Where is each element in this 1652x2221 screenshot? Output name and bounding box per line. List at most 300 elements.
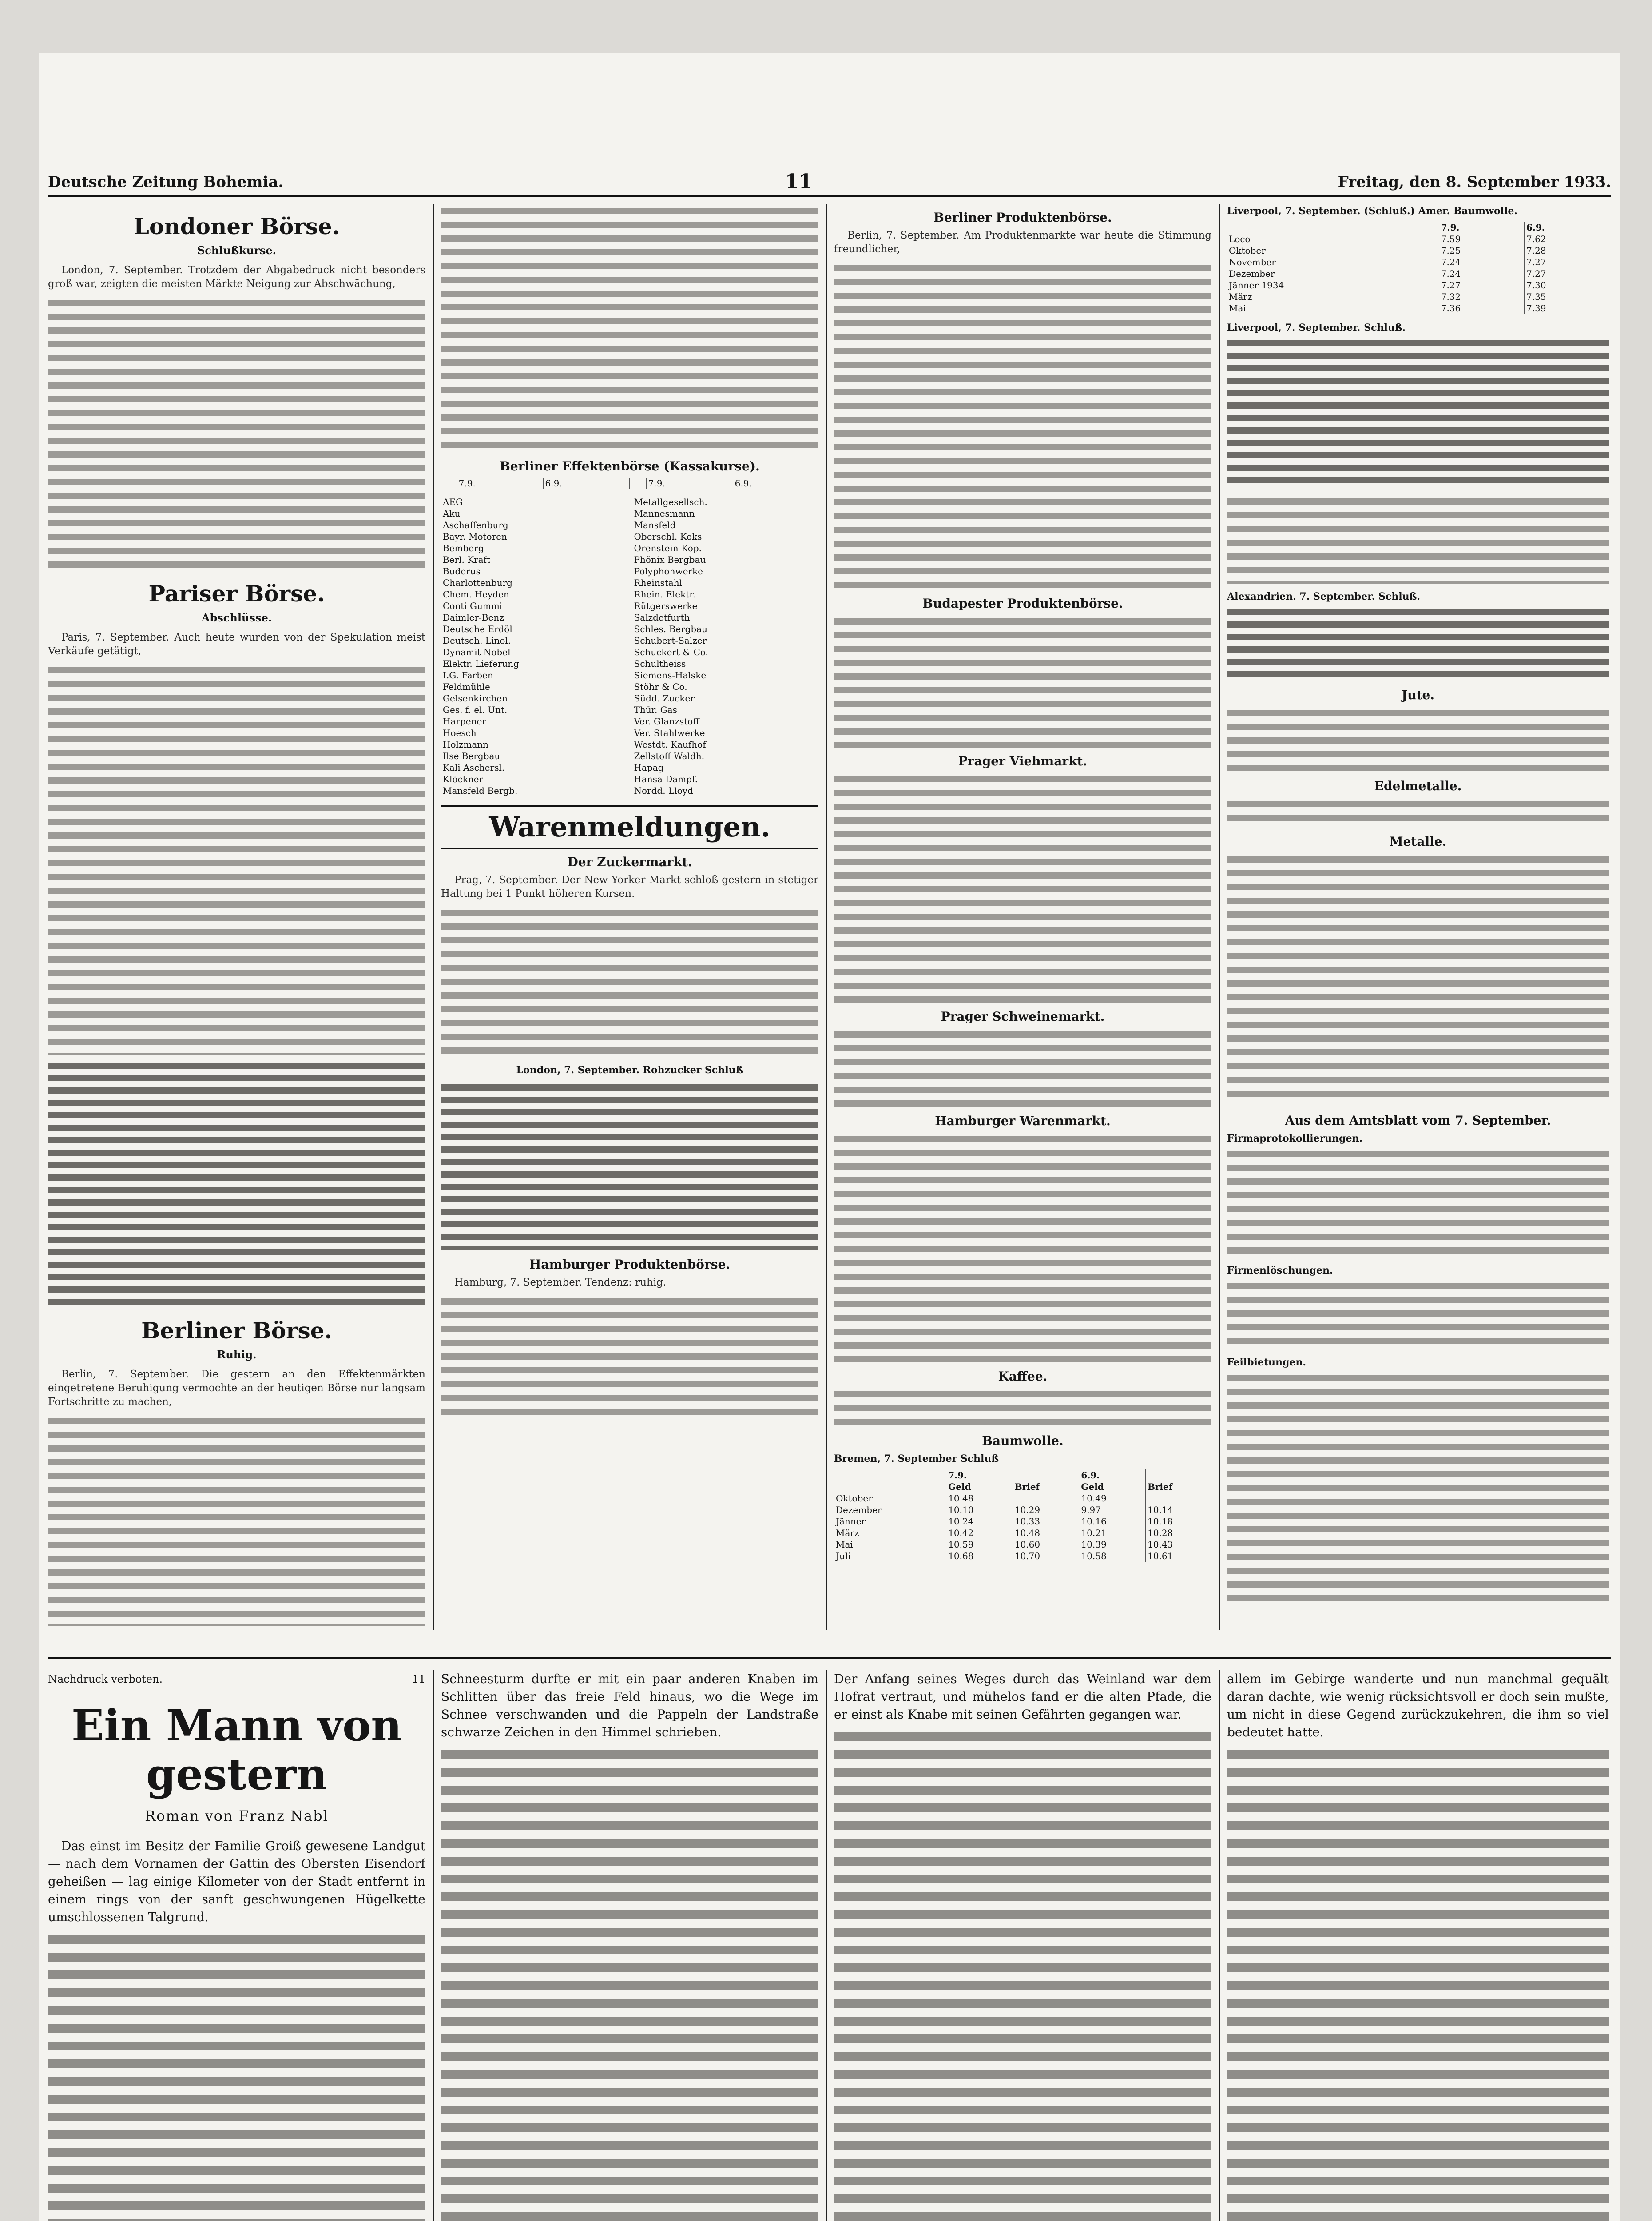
effekten-cell [802, 762, 810, 773]
effekten-cell [802, 508, 810, 519]
effekten-row [441, 646, 818, 658]
effekten-cell [623, 577, 632, 589]
liverpool-cell: 7.35 [1526, 291, 1546, 302]
feuilleton-rule [48, 1657, 1611, 1659]
effekten-cell: Klöckner [441, 773, 615, 785]
effekten-cell [623, 623, 632, 635]
bremen-cell: 10.43 [1148, 1539, 1173, 1550]
effekten-cell [623, 669, 632, 681]
bremen-row [834, 1516, 1211, 1527]
effekten-cell [615, 739, 623, 750]
effekten-cell [623, 716, 632, 727]
london-text-block [48, 296, 425, 572]
bremen-cell: 10.61 [1148, 1551, 1173, 1561]
effekten-cell [623, 565, 632, 577]
effekten-row [441, 577, 818, 589]
bremen-cell: 10.33 [1013, 1516, 1079, 1527]
effekten-cell: Schultheiss [632, 658, 802, 669]
effekten-cell: Polyphonwerke [632, 565, 802, 577]
bremen-cell: 9.97 [1079, 1504, 1146, 1516]
effekten-cell [623, 693, 632, 704]
effekten-cell [623, 773, 632, 785]
budapest-text-block [834, 615, 1211, 748]
liverpool-cell: März [1227, 291, 1439, 303]
bremen-cell: Dezember [834, 1504, 946, 1516]
effekten-cell [623, 508, 632, 519]
effekten-cell [623, 739, 632, 750]
effekten-cell [615, 773, 623, 785]
effekten-cell: Holzmann [441, 739, 615, 750]
bremen-cell: 10.48 [1013, 1527, 1079, 1539]
liverpool-cell: 7.36 [1439, 303, 1524, 314]
produce-exchange-title: Berliner Produktenbörse. [933, 210, 1112, 225]
feuilleton-column-1 [48, 1670, 425, 2221]
effekten-cell: Stöhr & Co. [632, 681, 802, 693]
effekten-cell: I.G. Farben [441, 669, 615, 681]
table-header: 7.9. [646, 478, 733, 489]
effekten-cell: Phönix Bergbau [632, 554, 802, 565]
effekten-row [441, 635, 818, 646]
bremen-cell: 10.39 [1079, 1539, 1146, 1550]
feuilleton-column-4 [1227, 1670, 1609, 2221]
bremen-row [834, 1539, 1211, 1550]
bremen-cell [1013, 1493, 1079, 1504]
liverpool-cell: 7.32 [1439, 291, 1524, 303]
effekten-cell: Deutsch. Linol. [441, 635, 615, 646]
liverpool-cell: Oktober [1227, 245, 1439, 256]
effekten-cell: Ilse Bergbau [441, 750, 615, 762]
effekten-cell: Ver. Stahlwerke [632, 727, 802, 739]
stock-commentary [441, 204, 818, 453]
bremen-header [1146, 1469, 1211, 1481]
bremen-sub-header: Geld [1079, 1481, 1146, 1493]
effekten-cell: Feldmühle [441, 681, 615, 693]
prague-cattle-text-block [834, 772, 1211, 1003]
effekten-cell [810, 565, 818, 577]
bremen-sub-header: Geld [946, 1481, 1013, 1493]
novel-text-block-2 [441, 1746, 818, 2221]
effekten-cell [802, 577, 810, 589]
effekten-cell: Kali Aschersl. [441, 762, 615, 773]
effekten-cell [810, 612, 818, 623]
effekten-cell [615, 600, 623, 612]
bremen-sub-header: Brief [1013, 1481, 1079, 1493]
effekten-cell [802, 565, 810, 577]
effekten-row [441, 554, 818, 565]
effekten-row [441, 704, 818, 716]
bremen-cotton-table [834, 1469, 1211, 1562]
effekten-cell [615, 554, 623, 565]
effekten-cell: Harpener [441, 716, 615, 727]
effekten-cell [810, 693, 818, 704]
copyright-note: Nachdruck verboten. [48, 1673, 163, 1685]
sugar-text-block [441, 906, 818, 1057]
effekten-cell [615, 531, 623, 542]
effekten-cell [615, 577, 623, 589]
effekten-cell [623, 727, 632, 739]
cotton-title: Baumwolle. [982, 1433, 1064, 1448]
effekten-cell [615, 635, 623, 646]
effekten-cell [802, 785, 810, 796]
effekten-cell [623, 600, 632, 612]
effekten-cell [623, 785, 632, 796]
effekten-cell [802, 600, 810, 612]
bremen-sub-header-row [834, 1481, 1211, 1493]
liverpool-cell: Jänner 1934 [1227, 279, 1439, 291]
effekten-cell [810, 716, 818, 727]
hamburg-goods-text-block [834, 1132, 1211, 1363]
issue-date: Freitag, den 8. September 1933. [1338, 173, 1611, 191]
official-gazette-title: Aus dem Amtsblatt vom 7. September. [1227, 1108, 1609, 1127]
effekten-row [441, 589, 818, 600]
bremen-cell: Oktober [834, 1493, 946, 1504]
column-commodities [1227, 204, 1609, 1626]
produce-lead: Berlin, 7. September. Am Produktenmarkte war heute die Stimmung freundlicher, [834, 230, 1211, 255]
effekten-cell [623, 681, 632, 693]
effekten-cell: Ver. Glanzstoff [632, 716, 802, 727]
effekten-row [441, 739, 818, 750]
effekten-cell [623, 750, 632, 762]
effekten-cell: Salzdetfurth [632, 612, 802, 623]
effekten-cell: AEG [441, 496, 615, 508]
stock-commentary-block [441, 204, 818, 453]
effekten-row [441, 542, 818, 554]
liverpool-cell: 7.27 [1439, 279, 1524, 291]
metals-text-block [1227, 853, 1609, 1102]
liverpool-row [1227, 303, 1609, 314]
effekten-row [441, 612, 818, 623]
prague-pig-text-block [834, 1028, 1211, 1108]
liverpool-cell: 7.24 [1439, 268, 1524, 279]
sugar-lead: Prag, 7. September. Der New Yorker Markt schloß gestern in stetiger Haltung bei 1 Punkt höheren Kursen. [441, 874, 818, 900]
metals-title: Metalle. [1389, 834, 1447, 849]
produce-report [834, 229, 1211, 590]
novel-text-block-1 [48, 1930, 425, 2221]
effekten-cell [802, 727, 810, 739]
precious-metals-title: Edelmetalle. [1374, 779, 1462, 793]
effekten-cell [810, 739, 818, 750]
effekten-cell [802, 658, 810, 669]
liverpool-cell: 7.59 [1439, 233, 1524, 245]
effekten-row [441, 669, 818, 681]
installment-number: 11 [412, 1673, 425, 1685]
effekten-row [441, 681, 818, 693]
liverpool-cell: Mai [1227, 303, 1439, 314]
table-header: 6.9. [735, 478, 752, 489]
coffee-title: Kaffee. [998, 1369, 1048, 1384]
produce-text-block [834, 262, 1211, 590]
table-header-row [441, 478, 818, 489]
effekten-cell [623, 519, 632, 531]
liverpool-header: 7.9. [1439, 222, 1524, 233]
effekten-cell [623, 612, 632, 623]
effekten-cell: Hansa Dampf. [632, 773, 802, 785]
effekten-cell [810, 635, 818, 646]
column-rule [826, 204, 827, 1630]
effekten-cell [623, 542, 632, 554]
liverpool-row [1227, 268, 1609, 279]
effekten-cell [802, 623, 810, 635]
column-rule [433, 204, 434, 1630]
effekten-cell [810, 727, 818, 739]
effekten-cell: Aku [441, 508, 615, 519]
bremen-cell: Jänner [834, 1516, 946, 1527]
effekten-cell: Metallgesellsch. [632, 496, 802, 508]
alexandria-table [1227, 606, 1609, 682]
liverpool-cell: 7.24 [1439, 256, 1524, 268]
effekten-cell [623, 589, 632, 600]
liverpool-row [1227, 279, 1609, 291]
sugar-report [441, 873, 818, 1057]
hamburg-goods-title: Hamburger Warenmarkt. [935, 1114, 1111, 1128]
effekten-cell: Westdt. Kaufhof [632, 739, 802, 750]
hamburg-produce-title: Hamburger Produktenbörse. [529, 1257, 731, 1272]
column-stocks-goods [441, 204, 818, 1626]
liverpool-cell: 7.39 [1526, 303, 1546, 314]
prague-pig-title: Prager Schweinemarkt. [941, 1009, 1105, 1024]
liverpool-header-row [1227, 222, 1609, 233]
effekten-cell [802, 496, 810, 508]
column-markets [48, 204, 425, 1626]
bremen-cell: 10.70 [1013, 1550, 1079, 1562]
bremen-cell: 10.18 [1148, 1516, 1173, 1527]
bremen-cell: 10.42 [946, 1527, 1013, 1539]
liverpool-cell: 7.25 [1439, 245, 1524, 256]
gazette-registrations-block [1227, 1147, 1609, 1258]
effekten-row [441, 508, 818, 519]
liverpool-cell: 7.30 [1526, 280, 1546, 291]
berlin-exchange-subtitle: Ruhig. [217, 1348, 257, 1361]
bremen-cell: 10.48 [946, 1493, 1013, 1504]
liverpool-text-block [1227, 495, 1609, 584]
liverpool-row [1227, 233, 1609, 245]
bremen-cell: Mai [834, 1539, 946, 1550]
london-lead: London, 7. September. Trotzdem der Abgabedruck nicht besonders groß war, zeigten die meisten Märkte Neigung zur Abschwächung, [48, 264, 425, 290]
effekten-cell [810, 600, 818, 612]
effekten-cell [802, 693, 810, 704]
hamburg-lead: Hamburg, 7. September. Tendenz: ruhig. [454, 1277, 667, 1288]
effekten-cell: Mansfeld [632, 519, 802, 531]
effekten-cell [623, 658, 632, 669]
effekten-cell [802, 646, 810, 658]
effekten-cell [810, 531, 818, 542]
feuilleton-column-3 [834, 1670, 1211, 2221]
effekten-cell [615, 658, 623, 669]
effekten-cell [615, 612, 623, 623]
bremen-cell: 10.28 [1148, 1528, 1173, 1538]
effekten-cell: Berl. Kraft [441, 554, 615, 565]
effekten-cell: Daimler-Benz [441, 612, 615, 623]
paris-report [48, 631, 425, 1309]
jute-title: Jute. [1401, 688, 1435, 702]
liverpool-second-title: Liverpool, 7. September. Schluß. [1227, 322, 1406, 334]
feuilleton-header [48, 1670, 425, 1688]
liverpool-cell: 7.62 [1526, 234, 1546, 244]
liverpool-row [1227, 256, 1609, 268]
jute-text-block [1227, 706, 1609, 773]
effekten-cell [802, 612, 810, 623]
effekten-cell [615, 681, 623, 693]
liverpool-cotton-table [1227, 222, 1609, 314]
bremen-header [1013, 1469, 1079, 1481]
effekten-cell: Gelsenkirchen [441, 693, 615, 704]
effekten-cell [615, 646, 623, 658]
effekten-cell: Charlottenburg [441, 577, 615, 589]
bremen-row [834, 1527, 1211, 1539]
bremen-cell: 10.58 [1079, 1550, 1146, 1562]
london-report [48, 263, 425, 572]
bremen-cell: 10.59 [946, 1539, 1013, 1550]
effekten-cell [802, 681, 810, 693]
effekten-cell: Nordd. Lloyd [632, 785, 802, 796]
effekten-cell [802, 554, 810, 565]
effekten-cell [810, 773, 818, 785]
column-rule [1219, 204, 1220, 1630]
bremen-row [834, 1493, 1211, 1504]
effekten-cell: Deutsche Erdöl [441, 623, 615, 635]
gazette-deletions-block [1227, 1279, 1609, 1350]
effekten-cell [615, 693, 623, 704]
novel-text-4: allem im Gebirge wanderte und nun manchmal gequält daran dachte, wie wenig rücksichtsvoll er doch sein mußte, um nicht in diese Gegend zurückzukehren, die ihm so viel bedeutet hatte. [1227, 1672, 1609, 1739]
effekten-cell [615, 542, 623, 554]
effekten-row [441, 496, 818, 508]
effekten-cell [615, 565, 623, 577]
effekten-cell [623, 762, 632, 773]
effekten-row [441, 600, 818, 612]
effekten-cell [802, 704, 810, 716]
liverpool-header [1227, 222, 1439, 233]
table-header [630, 478, 646, 489]
berlin-report [48, 1368, 425, 1626]
prague-cattle-title: Prager Viehmarkt. [958, 754, 1088, 768]
effekten-cell [810, 704, 818, 716]
column-rule [433, 1670, 434, 2221]
effekten-cell: Ges. f. el. Unt. [441, 704, 615, 716]
effekten-cell [623, 704, 632, 716]
effekten-cell [615, 762, 623, 773]
effekten-cell: Rütgerswerke [632, 600, 802, 612]
bremen-cell: 10.10 [946, 1504, 1013, 1516]
effekten-cell [810, 681, 818, 693]
effekten-row [441, 623, 818, 635]
effekten-cell [810, 750, 818, 762]
liverpool-header: 6.9. [1526, 222, 1545, 233]
effekten-cell [615, 727, 623, 739]
bremen-cell: 10.21 [1079, 1527, 1146, 1539]
novel-text-block-3 [834, 1728, 1211, 2221]
effekten-cell [615, 716, 623, 727]
effekten-table-body [441, 496, 818, 796]
effekten-table [441, 478, 818, 489]
effekten-row [441, 762, 818, 773]
effekten-cell [802, 542, 810, 554]
effekten-cell [802, 716, 810, 727]
berlin-text-block [48, 1414, 425, 1626]
effekten-cell [810, 658, 818, 669]
effekten-row [441, 531, 818, 542]
effekten-cell: Oberschl. Koks [632, 531, 802, 542]
effekten-cell [623, 531, 632, 542]
effekten-cell [810, 589, 818, 600]
precious-metals-text-block [1227, 797, 1609, 828]
bremen-cell: 10.14 [1148, 1505, 1173, 1515]
effekten-cell: Schuckert & Co. [632, 646, 802, 658]
novel-title: Ein Mann von gestern [71, 1700, 402, 1799]
liverpool-row [1227, 245, 1609, 256]
effekten-cell [810, 496, 818, 508]
berlin-exchange-title: Berliner Börse. [141, 1317, 332, 1344]
effekten-cell [810, 646, 818, 658]
effekten-cell [615, 508, 623, 519]
bremen-header [834, 1469, 946, 1481]
sugar-market-title: Der Zuckermarkt. [567, 855, 692, 869]
budapest-title: Budapester Produktenbörse. [922, 596, 1123, 611]
effekten-cell [615, 785, 623, 796]
effekten-cell [810, 554, 818, 565]
effekten-cell [615, 623, 623, 635]
effekten-cell: Thür. Gas [632, 704, 802, 716]
london-exchange-subtitle: Schlußkurse. [197, 244, 277, 257]
bremen-cell [1146, 1493, 1211, 1504]
effekten-cell [810, 519, 818, 531]
effekten-row [441, 565, 818, 577]
effekten-cell [623, 635, 632, 646]
column-rule [1219, 1670, 1220, 2221]
effekten-cell: Orenstein-Kop. [632, 542, 802, 554]
paper-name: Deutsche Zeitung Bohemia. [48, 173, 284, 191]
effekten-cell: Bayr. Motoren [441, 531, 615, 542]
effekten-cell [615, 704, 623, 716]
bremen-row [834, 1504, 1211, 1516]
column-produce [834, 204, 1211, 1626]
liverpool-cell: November [1227, 256, 1439, 268]
table-header: 6.9. [543, 478, 630, 489]
bremen-cell: 10.60 [1013, 1539, 1079, 1550]
london-sugar-table [441, 1082, 818, 1250]
bremen-header: 7.9. [946, 1469, 1013, 1481]
bremen-cell: 10.29 [1013, 1504, 1079, 1516]
effekten-row [441, 773, 818, 785]
bremen-cell: März [834, 1527, 946, 1539]
goods-reports-title: Warenmeldungen. [441, 805, 818, 849]
effekten-cell: Bemberg [441, 542, 615, 554]
novel-text-block-4 [1227, 1746, 1609, 2221]
bremen-cell: 10.49 [1079, 1493, 1146, 1504]
liverpool-cell: Loco [1227, 233, 1439, 245]
paris-text-block [48, 664, 425, 1055]
effekten-cell: Rhein. Elektr. [632, 589, 802, 600]
effekten-cell: Hapag [632, 762, 802, 773]
gazette-firm-registrations: Firmaprotokollierungen. [1227, 1133, 1363, 1144]
effekten-title: Berliner Effektenbörse (Kassakurse). [500, 459, 760, 474]
effekten-row [441, 785, 818, 796]
london-sugar-label: London, 7. September. Rohzucker Schluß [516, 1064, 743, 1076]
effekten-cell: Zellstoff Waldh. [632, 750, 802, 762]
effekten-cell: Dynamit Nobel [441, 646, 615, 658]
effekten-cell: Conti Gummi [441, 600, 615, 612]
effekten-cell: Schubert-Salzer [632, 635, 802, 646]
novel-text-2: Schneesturm durfte er mit ein paar anderen Knaben im Schlitten über das freie Feld hinaus, wo die Wege im Schnee verschwanden und die Pappeln der Landstraße schwarze Zeichen in den Himmel schrieben. [441, 1672, 818, 1739]
liverpool-cell: 7.28 [1526, 245, 1546, 256]
hamburg-text-block [441, 1295, 818, 1419]
newspaper-page [39, 53, 1620, 2221]
effekten-cell [623, 496, 632, 508]
effekten-cell [810, 577, 818, 589]
bremen-cell: 10.68 [946, 1550, 1013, 1562]
effekten-cell [802, 750, 810, 762]
effekten-cell [802, 589, 810, 600]
effekten-cell [615, 669, 623, 681]
